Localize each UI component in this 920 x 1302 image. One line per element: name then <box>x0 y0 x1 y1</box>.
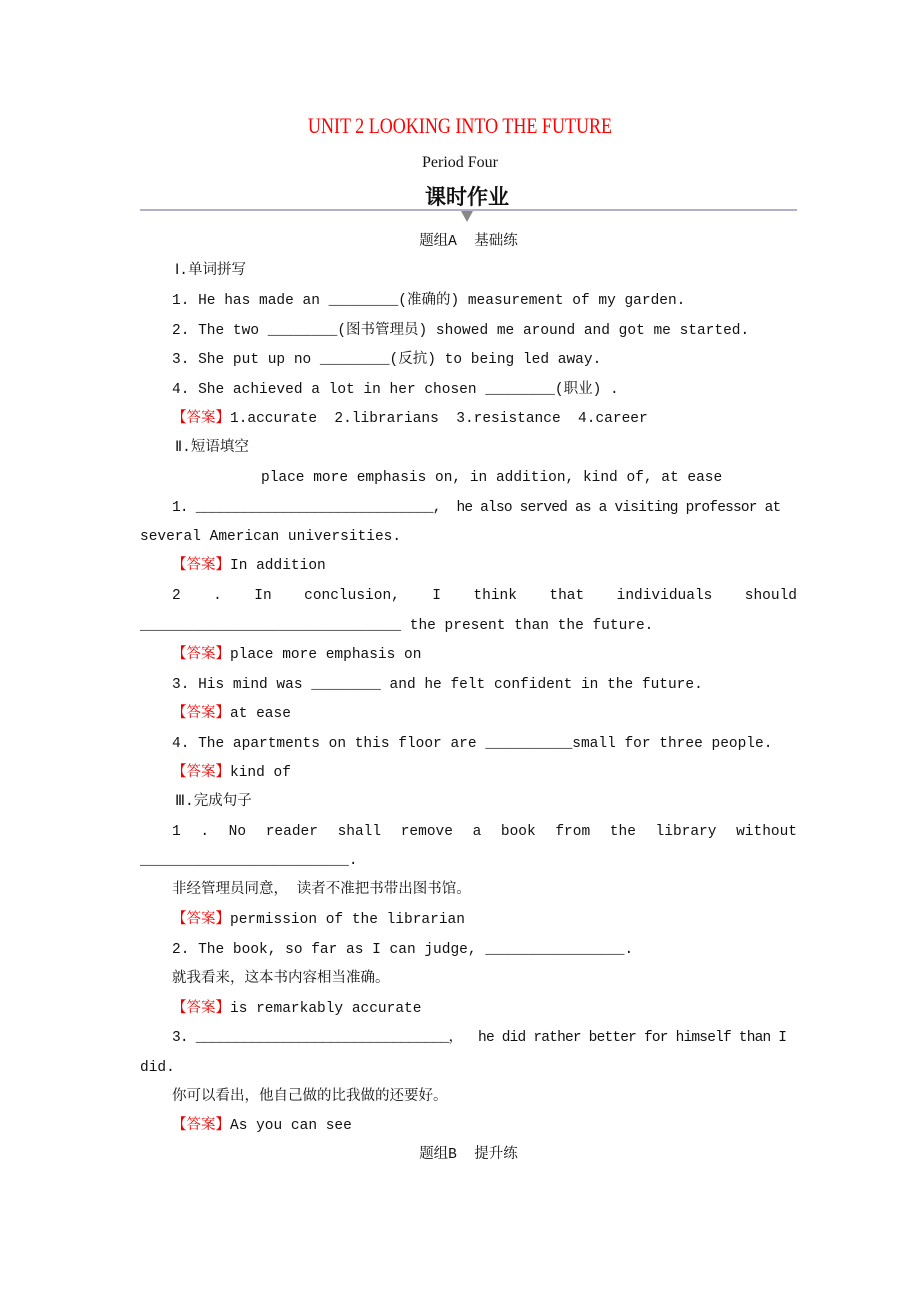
answer-tag: 【答案】 <box>172 647 230 663</box>
question: 4. The apartments on this floor are __________small for three people. <box>172 736 773 752</box>
question: 2. The book, so far as I can judge, ________________. <box>172 942 634 958</box>
question-cont: ______________________________ the present than the future. <box>140 618 654 634</box>
question-cont: several American universities. <box>140 529 402 545</box>
question: 4. She achieved a lot in her chosen ________(职业) . <box>172 382 619 398</box>
chinese-hint: 你可以看出，他自己做的比我做的还要好。 <box>172 1089 448 1105</box>
answer-line <box>140 910 797 930</box>
question: 2 . In conclusion, I think that individuals should <box>172 588 797 604</box>
answer-tag: 【答案】 <box>172 1001 230 1017</box>
answer-text: permission of the librarian <box>230 912 465 928</box>
answer-line <box>140 704 797 724</box>
question-cont: did. <box>140 1060 175 1076</box>
answer-text: 1.accurate 2.librarians 3.resistance 4.career <box>230 411 648 427</box>
unit-title: UNIT 2 LOOKING INTO THE FUTURE <box>307 113 613 138</box>
answer-text: at ease <box>230 706 291 722</box>
homework-heading: 课时作业 <box>425 185 509 209</box>
chinese-hint: 非经管理员同意， 读者不准把书带出图书馆。 <box>172 882 471 898</box>
answer-tag: 【答案】 <box>172 558 230 574</box>
section-3-heading: Ⅲ.完成句子 <box>175 794 252 810</box>
group-b-heading: 题组B 提升练 <box>419 1147 518 1163</box>
question: 1. He has made an ________(准确的) measurement of my garden. <box>172 293 686 309</box>
question: 1 . No reader shall remove a book from the library without <box>172 824 797 840</box>
word-bank: place more emphasis on, in addition, kind of, at ease <box>261 470 723 486</box>
question: 3. She put up no ________(反抗) to being led away. <box>172 352 602 368</box>
answer-text: is remarkably accurate <box>230 1001 422 1017</box>
question: 2. The two ________(图书管理员) showed me around and got me started. <box>172 323 750 339</box>
answer-line <box>140 999 797 1019</box>
question: 1. ______________________________, he also served as a visiting professor at <box>172 500 781 516</box>
answer-tag: 【答案】 <box>172 706 230 722</box>
section-2-heading: Ⅱ.短语填空 <box>175 440 249 456</box>
answer-tag: 【答案】 <box>172 411 230 427</box>
answer-tag: 【答案】 <box>172 1118 230 1134</box>
triangle-marker-icon <box>461 211 473 222</box>
chinese-hint: 就我看来，这本书内容相当准确。 <box>172 971 390 987</box>
answer-text: kind of <box>230 765 291 781</box>
answer-line <box>140 645 797 665</box>
answer-tag: 【答案】 <box>172 765 230 781</box>
answer-line <box>140 763 797 783</box>
answer-line <box>140 1116 797 1136</box>
answer-line <box>140 556 797 576</box>
answer-tag: 【答案】 <box>172 912 230 928</box>
answer-line <box>140 409 797 429</box>
answer-text: In addition <box>230 558 326 574</box>
period-label: Period Four <box>422 154 498 171</box>
question: 3. ________________________________， he did rather better for himself than I <box>172 1030 787 1046</box>
answer-text: As you can see <box>230 1118 352 1134</box>
answer-text: place more emphasis on <box>230 647 422 663</box>
question: 3. His mind was ________ and he felt confident in the future. <box>172 677 703 693</box>
section-1-heading: Ⅰ.单词拼写 <box>175 263 246 279</box>
group-a-heading: 题组A 基础练 <box>419 234 518 250</box>
question-cont: ________________________. <box>140 853 358 869</box>
